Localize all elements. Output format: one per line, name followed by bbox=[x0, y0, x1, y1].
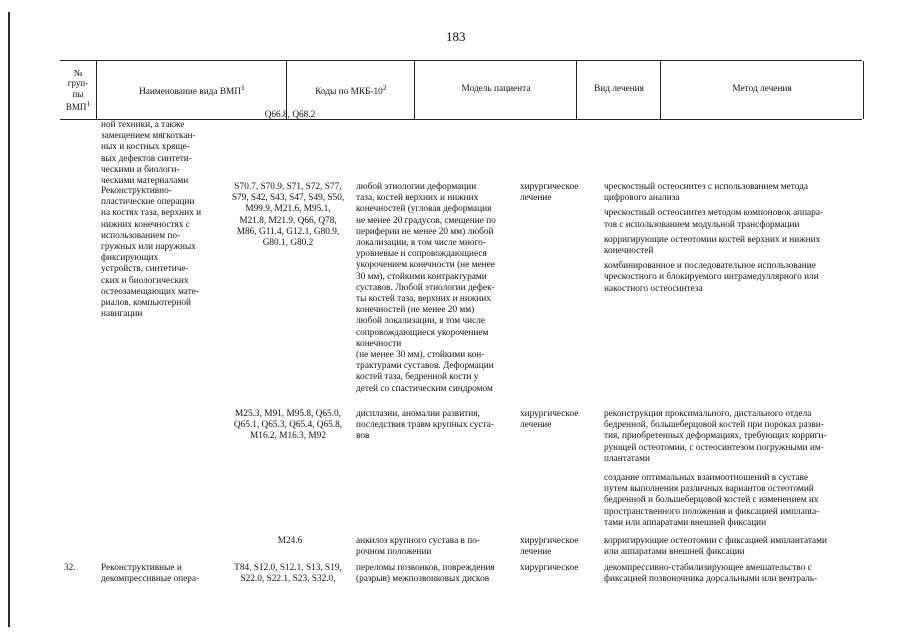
row1-name-cell: ной техники, а также замещением мягкоткан- ных и костных хряще- вых дефектов синтети- ческими и биологи- ческими материалами bbox=[101, 120, 196, 187]
row2-name-cell: Реконструктивно- пластические операции на костях таза, верхних и нижних конечностях с использованием по- гружных или наружных фиксирующих устройств, синтетиче- ских и биологических остеозамещающих мате- риалов, компьютерной навигации bbox=[101, 186, 202, 320]
row2-methods-cell bbox=[604, 182, 862, 295]
row5-type-cell: хирургическое bbox=[520, 563, 579, 573]
row5-model-cell: переломы позвонков, повреждения (разрыв) межпозвонковых дисков bbox=[356, 563, 495, 585]
row2-codes-cell: S70.7, S70.9, S71, S72, S77, S79, S42, S43, S47, S49, S50, M99.9, M21.6, M95.1, M21.8, M21.9, Q66, Q78, M86, G11.4, G12.1, G80.9, G80.1, G80.2 bbox=[231, 182, 345, 249]
row3-methods-cell bbox=[604, 409, 862, 529]
table-header bbox=[60, 60, 862, 120]
row5-group-number: 32. bbox=[64, 563, 76, 573]
header-patient-model: Модель пациента bbox=[414, 61, 577, 119]
row4-codes-cell: M24.6 bbox=[277, 536, 303, 546]
method-item: реконструкция проксимального, дистального отдела бедренной, большеберцовой костей при пороках разви- тия, приобретенных деформациях, требующих корриги- рующей остеотомии, с остеосинтезом погружными им- плантатами bbox=[604, 409, 827, 464]
header-treatment-type: Вид лечения bbox=[576, 61, 661, 119]
row5-codes-cell: T84, S12.0, S12.1, S13, S19, S22.0, S22.1, S23, S32.0, bbox=[234, 563, 342, 585]
row3-model-cell: дисплазии, аномалии развития, последствия травм крупных суста- вов bbox=[356, 409, 494, 442]
header-vmp-name: Наименование вида ВМП$^1$ bbox=[96, 61, 287, 119]
method-item: чрескостный остеосинтез методом компоновок аппара- тов с использованием модульной трансформации bbox=[604, 208, 824, 230]
row2-model-cell: любой этиологии деформации таза, костей верхних и нижних конечностей (угловая деформация не менее 20 градусов, смещение по периферии не менее 20 мм) любой локализации, в том числе много- уровневые и сопровождающиеся укорочением конечности (не менее 30 мм), стойкими контрактурами суставов. Любой этиологии дефек- ты костей таза, верхних и нижних конечностей (не менее 20 мм) любой локализации, в том числе сопровождающиеся укорочением конечности (не менее 30 мм), стойкими кон- трактурами суставов. Деформации костей таза, бедренной кости у детей со спастическим синдромом bbox=[356, 182, 496, 394]
row5-method-cell: декомпрессивно-стабилизирующее вмешательство с фиксацией позвоночника дорсальными или вентраль- bbox=[604, 563, 818, 585]
row2-type-cell: хирургическое лечение bbox=[520, 182, 579, 204]
method-item: чрескостный остеосинтез с использованием метода цифрового анализа bbox=[604, 182, 808, 204]
row4-type-cell: хирургическое лечение bbox=[520, 536, 579, 558]
method-item: корригирующие остеотомии с фиксацией имплантатами или аппаратами внешней фиксации bbox=[604, 536, 828, 558]
header-icd-codes: Коды по МКБ-$10^2$ bbox=[286, 61, 415, 119]
row1-codes-cell: Q66.8, Q68.2 bbox=[264, 110, 316, 120]
method-item: комбинированное и последовательное использование чрескостного и блокируемого интрамедуллярного или накостного остеосинтеза bbox=[604, 261, 819, 294]
header-group-number: № груп- пы ВМП$^1$ bbox=[65, 67, 91, 112]
row3-type-cell: хирургическое лечение bbox=[520, 409, 579, 431]
method-item: создание оптимальных взаимоотношений в суставе путем выполнения различных вариантов остеотомий бедренной и большеберцовой костей с изменением их пространственного положения и фиксацией имплanta- тами или аппаратами внешней фиксации bbox=[604, 473, 820, 528]
method-item: корригирующие остеотомии костей верхних и нижних конечностей bbox=[604, 234, 821, 257]
header-treatment-method: Метод лечения bbox=[660, 61, 864, 119]
page-number: 183 bbox=[446, 29, 466, 44]
row4-methods-cell bbox=[604, 536, 862, 558]
row5-name-cell: Реконструктивные и декомпрессивные опера- bbox=[101, 563, 200, 585]
scan-edge-line bbox=[8, 12, 10, 627]
row4-model-cell: анкилоз крупного сустава в по- рочном положении bbox=[356, 536, 480, 558]
row3-codes-cell: M25.3, M91, M95.8, Q65.0, Q65.1, Q65.3, Q65.4, Q65.8, M16.2, M16.3, M92 bbox=[233, 409, 343, 442]
